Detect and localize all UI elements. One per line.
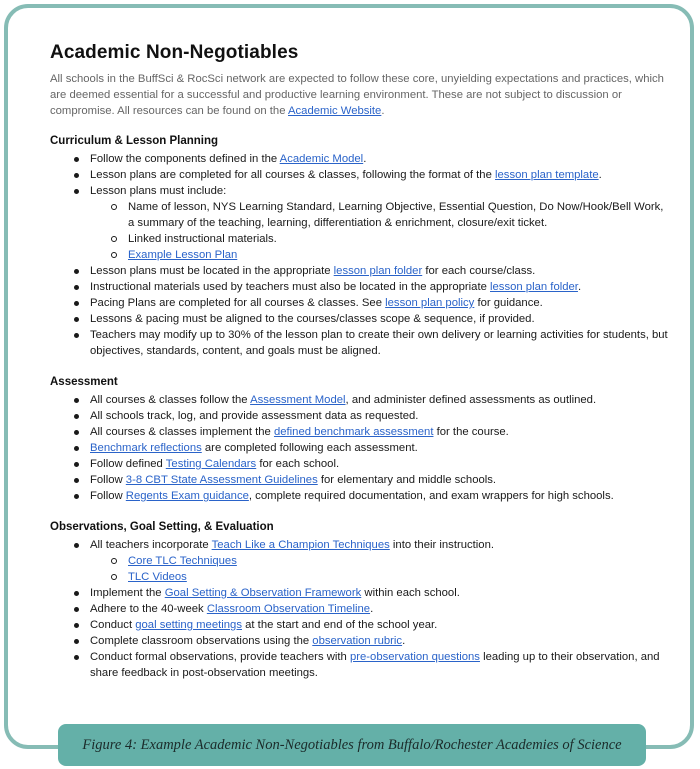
- benchmark-reflections-link[interactable]: Benchmark reflections: [90, 442, 202, 454]
- list-item-text: .: [577, 281, 582, 293]
- sub-list-item: [128, 569, 670, 585]
- sub-list-item: [128, 553, 670, 569]
- list-item-text: Implement the: [90, 587, 165, 599]
- sub-list-item: [128, 247, 670, 263]
- list-item-text: All teachers incorporate: [90, 539, 212, 551]
- list-item-text: for each course/class.: [422, 265, 536, 277]
- list-item-text: within each school.: [361, 587, 460, 599]
- example-lesson-plan-link[interactable]: Example Lesson Plan: [128, 249, 238, 261]
- academic-website-link[interactable]: Academic Website: [288, 105, 382, 117]
- list-item-text: , complete required documentation, and exam wrappers for high schools.: [248, 490, 614, 502]
- bullet-list: [50, 537, 670, 681]
- list-item-text: for guidance.: [474, 297, 543, 309]
- list-item-text: Instructional materials used by teachers must also be located in the appropriate: [90, 281, 491, 293]
- list-item: [90, 488, 670, 504]
- core-tlc-techniques-link[interactable]: Core TLC Techniques: [128, 555, 237, 567]
- sections-container: [50, 134, 670, 681]
- academic-model-link[interactable]: Academic Model: [279, 153, 364, 165]
- list-item-text: , and administer defined assessments as outlined.: [345, 394, 597, 406]
- section-heading-assessment: Assessment: [50, 376, 118, 388]
- list-item: [90, 601, 670, 617]
- sub-list-item: [128, 231, 670, 247]
- list-item-text: Teachers may modify up to 30% of the lesson plan to create their own delivery or learning activities for students, but objectives, standards, content, and goals must be aligned.: [90, 329, 668, 357]
- list-item-text: leading up to their observation, and share feedback in post-observation meetings.: [90, 651, 660, 679]
- teach-like-a-champion-techniques-link[interactable]: Teach Like a Champion Techniques: [211, 539, 390, 551]
- page-title: Academic Non-Negotiables: [50, 42, 299, 63]
- section-heading-observations-goal-setting-evaluation: Observations, Goal Setting, & Evaluation: [50, 521, 274, 533]
- list-item-text: Lesson plans must be located in the appropriate: [90, 265, 334, 277]
- list-item-text: Lesson plans must include:: [90, 185, 227, 197]
- list-item-text: Follow: [90, 490, 126, 502]
- intro-paragraph: [50, 71, 670, 119]
- intro-text: All schools in the BuffSci & RocSci network are expected to follow these core, unyielding expectations and practices, which are deemed essential for a successful and productive learning environment. These are not subject to discussion or compromise. All resources can be found on the: [50, 73, 664, 117]
- observation-rubric-link[interactable]: observation rubric: [312, 635, 403, 647]
- list-item-text: Complete classroom observations using the: [90, 635, 313, 647]
- sub-list-item: [128, 199, 670, 231]
- list-item: [90, 633, 670, 649]
- list-item-text: Follow defined: [90, 458, 166, 470]
- goal-setting-meetings-link[interactable]: goal setting meetings: [135, 619, 242, 631]
- list-item: [90, 537, 670, 585]
- list-item-text: All courses & classes implement the: [90, 426, 274, 438]
- list-item: [90, 151, 670, 167]
- list-item-text: for each school.: [256, 458, 340, 470]
- intro-text-end: .: [381, 105, 385, 117]
- list-item: [90, 649, 670, 681]
- list-item-text: Lesson plans are completed for all courses & classes, following the format of the: [90, 169, 496, 181]
- list-item: [90, 408, 670, 424]
- section-heading-curriculum-lesson-planning: Curriculum & Lesson Planning: [50, 135, 219, 147]
- goal-setting-observation-framework-link[interactable]: Goal Setting & Observation Framework: [164, 587, 362, 599]
- list-item: [90, 617, 670, 633]
- list-item-text: All courses & classes follow the: [90, 394, 251, 406]
- list-item: [90, 279, 670, 295]
- list-item-text: Follow: [90, 474, 126, 486]
- list-item: [90, 327, 670, 359]
- list-item-text: Follow the components defined in the: [90, 153, 280, 165]
- tlc-videos-link[interactable]: TLC Videos: [128, 571, 187, 583]
- bullet-list: [50, 392, 670, 504]
- list-item: [90, 263, 670, 279]
- lesson-plan-template-link[interactable]: lesson plan template: [495, 169, 599, 181]
- list-item: [90, 424, 670, 440]
- lesson-plan-policy-link[interactable]: lesson plan policy: [385, 297, 475, 309]
- list-item: [90, 472, 670, 488]
- assessment-model-link[interactable]: Assessment Model: [250, 394, 346, 406]
- defined-benchmark-assessment-link[interactable]: defined benchmark assessment: [273, 426, 434, 438]
- list-item: [90, 585, 670, 601]
- list-item-text: into their instruction.: [389, 539, 495, 551]
- list-item: [90, 456, 670, 472]
- list-item: [90, 311, 670, 327]
- list-item-text: .: [370, 603, 374, 615]
- list-item-text: for elementary and middle schools.: [317, 474, 497, 486]
- list-item-text: .: [363, 153, 367, 165]
- list-item-text: Adhere to the 40-week: [90, 603, 207, 615]
- list-item-text: at the start and end of the school year.: [241, 619, 438, 631]
- bullet-list: [50, 151, 670, 359]
- list-item-text: Conduct formal observations, provide teachers with: [90, 651, 350, 663]
- list-item-text: Name of lesson, NYS Learning Standard, Learning Objective, Essential Question, Do Now/Hook/Bell Work, a summary of the teaching, learning, differentiation & enrichment, closure/exit ticket.: [128, 201, 664, 229]
- list-item: [90, 392, 670, 408]
- list-item-text: Linked instructional materials.: [128, 233, 277, 245]
- list-item: [90, 440, 670, 456]
- pre-observation-questions-link[interactable]: pre-observation questions: [349, 651, 480, 663]
- list-item-text: Pacing Plans are completed for all courses & classes. See: [90, 297, 386, 309]
- sub-bullet-list: [90, 199, 670, 263]
- list-item-text: Lessons & pacing must be aligned to the courses/classes scope & sequence, if provided.: [90, 313, 535, 325]
- list-item: [90, 295, 670, 311]
- testing-calendars-link[interactable]: Testing Calendars: [165, 458, 257, 470]
- figure-caption: Figure 4: Example Academic Non-Negotiables from Buffalo/Rochester Academies of Science: [58, 724, 646, 766]
- list-item-text: .: [598, 169, 602, 181]
- list-item-text: Conduct: [90, 619, 136, 631]
- regents-exam-guidance-link[interactable]: Regents Exam guidance: [125, 490, 249, 502]
- 3-8-cbt-state-assessment-guidelines-link[interactable]: 3-8 CBT State Assessment Guidelines: [125, 474, 318, 486]
- document-content: [50, 42, 670, 697]
- list-item: [90, 183, 670, 263]
- list-item-text: are completed following each assessment.: [201, 442, 418, 454]
- lesson-plan-folder-link[interactable]: lesson plan folder: [333, 265, 423, 277]
- list-item-text: .: [402, 635, 406, 647]
- list-item-text: All schools track, log, and provide assessment data as requested.: [90, 410, 419, 422]
- list-item-text: for the course.: [433, 426, 509, 438]
- classroom-observation-timeline-link[interactable]: Classroom Observation Timeline: [206, 603, 371, 615]
- list-item: [90, 167, 670, 183]
- lesson-plan-folder-link[interactable]: lesson plan folder: [490, 281, 578, 293]
- sub-bullet-list: [90, 553, 670, 585]
